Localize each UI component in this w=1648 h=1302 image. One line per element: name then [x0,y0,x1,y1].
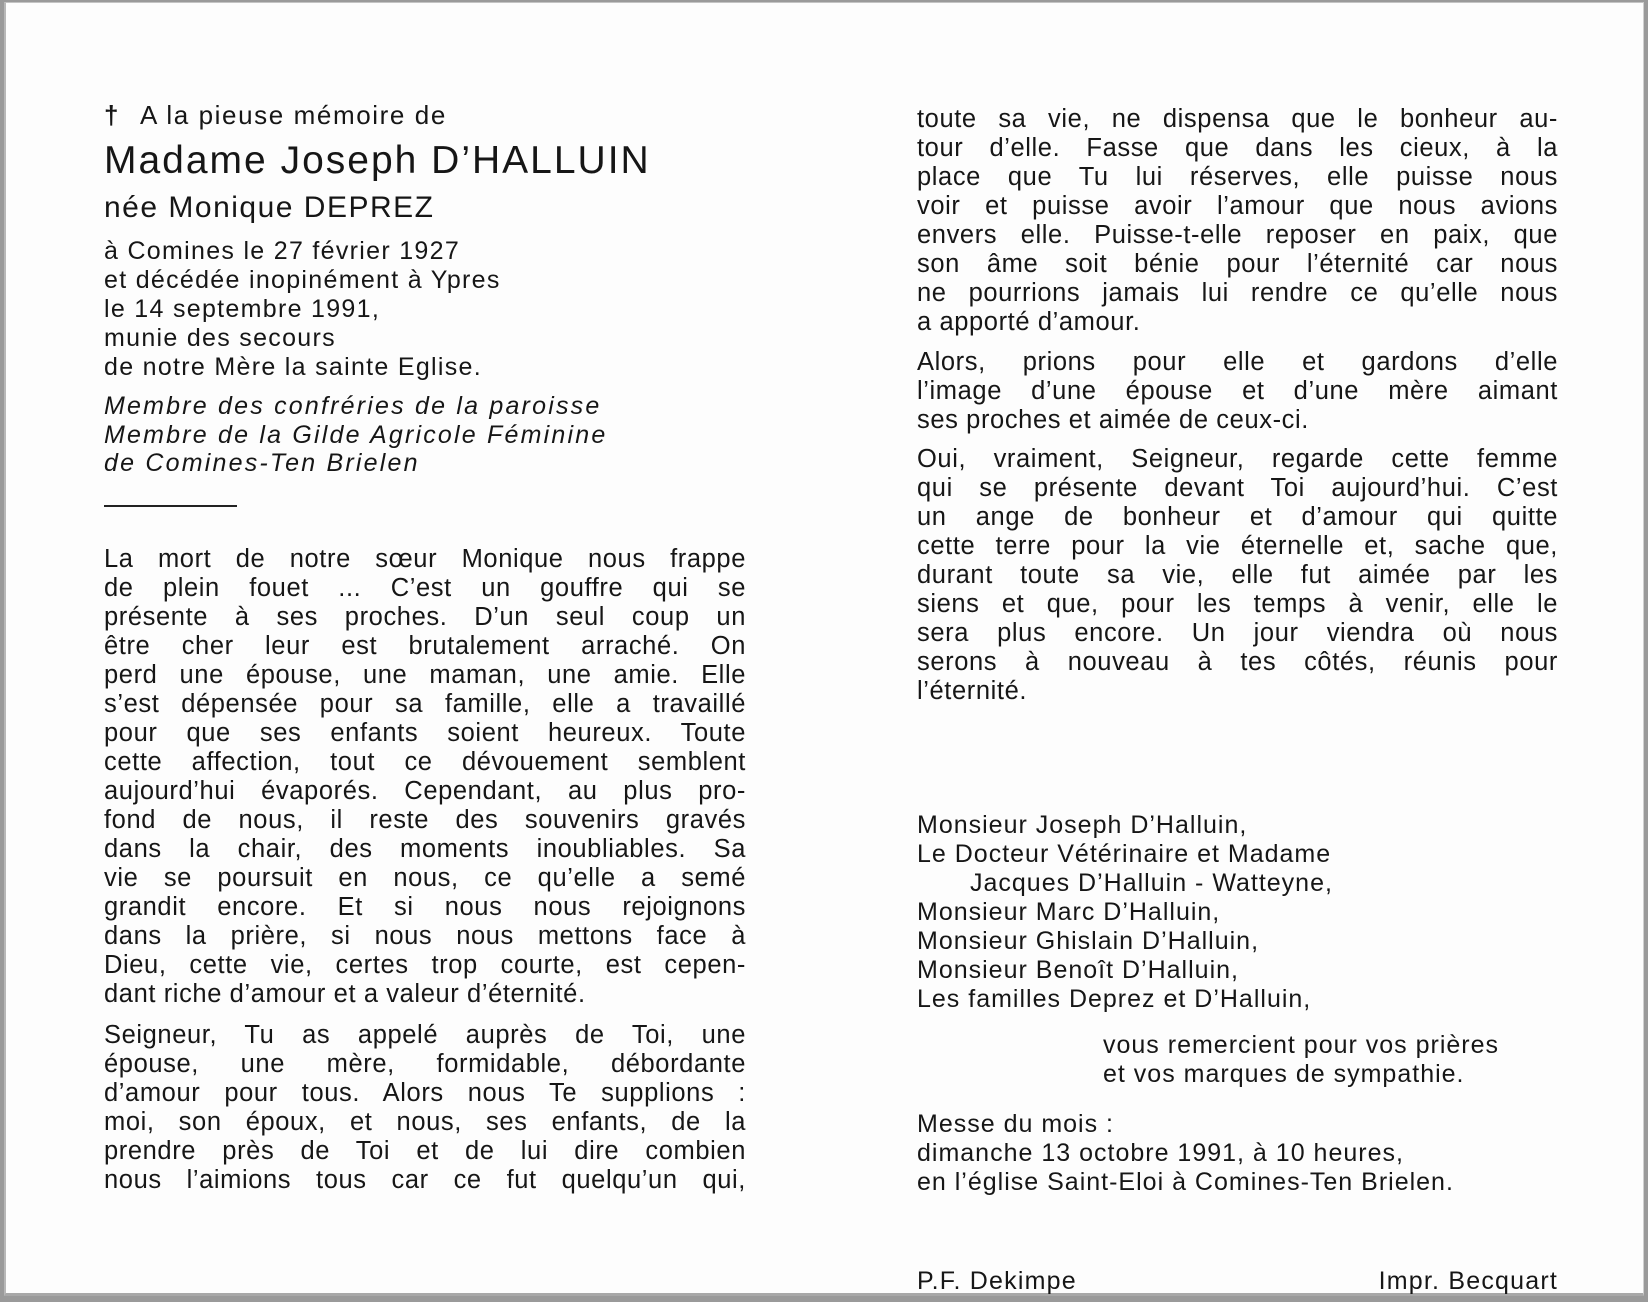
family-line: Jacques D’Halluin - Watteyne, [970,869,1333,897]
paragraph-line: l’éternité. [917,677,1028,705]
paragraph-line: moi, son époux, et nous, ses enfants, de la [104,1108,746,1136]
paragraph-line: dant riche d’amour et a valeur d’éternité. [104,980,586,1008]
membership-line: Membre des confréries de la paroisse [104,392,602,420]
mass-line: Messe du mois : [917,1110,1115,1138]
paragraph-line: pour que ses enfants soient heureux. Toute [104,719,746,747]
divider [104,505,237,507]
biography [104,237,501,382]
paragraph-line: serons à nouveau à tes côtés, réunis pour [917,648,1558,676]
printer-credit: Impr. Becquart [1378,1267,1558,1295]
family-line: Monsieur Joseph D’Halluin, [917,811,1248,839]
paragraph-line: s’est dépensée pour sa famille, elle a travaillé [104,690,746,718]
mass-line: en l’église Saint-Eloi à Comines-Ten Brielen. [917,1168,1454,1196]
paragraph-line: perd une épouse, une maman, une amie. Elle [104,661,746,689]
paragraph-line: d’amour pour tous. Alors nous Te supplions : [104,1079,746,1107]
paragraph-line: siens et que, pour les temps à venir, elle le [917,590,1558,618]
prayer-paragraph-continued [917,105,1558,337]
paragraph-line: place que Tu lui réserves, elle puisse nous [917,163,1558,191]
paragraph-line: prendre près de Toi et de lui dire combien [104,1137,746,1165]
family-line: Monsieur Ghislain D’Halluin, [917,927,1260,955]
memorial-card [4,2,1644,1296]
paragraph-line: fond de nous, il reste des souvenirs gravés [104,806,746,834]
bio-line: munie des secours [104,324,336,352]
paragraph-line: vie se poursuit en nous, ce qu’elle a semé [104,864,746,892]
family-line: Monsieur Benoît D’Halluin, [917,956,1239,984]
paragraph-line: de plein fouet ... C’est un gouffre qui se [104,574,746,602]
cross-icon: † [104,100,121,130]
paragraph-line: nous l’aimions tous car ce fut quelqu’un qui, [104,1166,746,1194]
family-line: Le Docteur Vétérinaire et Madame [917,840,1332,868]
dedication-text: A la pieuse mémoire de [140,100,447,130]
eulogy-paragraph [104,545,746,1009]
prayer-paragraph [104,1021,746,1195]
bio-line: et décédée inopinément à Ypres [104,266,501,294]
paragraph-line: Dieu, cette vie, certes trop courte, est cepen- [104,951,746,979]
paragraph-line: ses proches et aimée de ceux-ci. [917,406,1309,434]
paragraph-line: envers elle. Puisse-t-elle reposer en paix, que [917,221,1558,249]
bio-line: le 14 septembre 1991, [104,295,381,323]
paragraph-line: dans la prière, si nous nous mettons face à [104,922,746,950]
paragraph-line: cette terre pour la vie éternelle et, sache que, [917,532,1558,560]
paragraph-line: dans la chair, des moments inoubliables. Sa [104,835,746,863]
paragraph-line: Alors, prions pour elle et gardons d’elle [917,348,1558,376]
paragraph-line: Seigneur, Tu as appelé auprès de Toi, une [104,1021,746,1049]
thanks-note [1103,1031,1499,1089]
paragraph-line: son âme soit bénie pour l’éternité car nous [917,250,1558,278]
paragraph-line: grandit encore. Et si nous nous rejoignons [104,893,746,921]
paragraph-line: ne pourrions jamais lui rendre ce qu’elle nous [917,279,1558,307]
mass-announcement [917,1110,1454,1197]
paragraph-line: a apporté d’amour. [917,308,1141,336]
memberships [104,392,607,478]
thanks-line: et vos marques de sympathie. [1103,1060,1465,1088]
deceased-name: Madame Joseph D’HALLUIN [104,139,651,182]
paragraph-line: toute sa vie, ne dispensa que le bonheur au- [917,105,1558,133]
dedication [104,99,447,131]
paragraph-line: épouse, une mère, formidable, débordante [104,1050,746,1078]
membership-line: de Comines-Ten Brielen [104,449,420,477]
family-line: Les familles Deprez et D’Halluin, [917,985,1312,1013]
thanks-line: vous remercient pour vos prières [1103,1031,1500,1059]
family-list [917,811,1333,1014]
paragraph-line: tour d’elle. Fasse que dans les cieux, à la [917,134,1558,162]
paragraph-line: cette affection, tout ce dévouement semblent [104,748,746,776]
family-line: Monsieur Marc D’Halluin, [917,898,1221,926]
membership-line: Membre de la Gilde Agricole Féminine [104,420,608,449]
paragraph-line: voir et puisse avoir l’amour que nous avions [917,192,1558,220]
paragraph-line: présente à ses proches. D’un seul coup un [104,603,746,631]
paragraph-line: être cher leur est brutalement arraché. On [104,632,746,660]
maiden-name: née Monique DEPREZ [104,191,435,224]
remembrance-paragraph [917,348,1558,435]
funeral-director-credit: P.F. Dekimpe [917,1267,1077,1295]
paragraph-line: un ange de bonheur et d’amour qui quitte [917,503,1558,531]
paragraph-line: sera plus encore. Un jour viendra où nous [917,619,1558,647]
farewell-paragraph [917,445,1558,706]
paragraph-line: Oui, vraiment, Seigneur, regarde cette femme [917,445,1558,473]
mass-line: dimanche 13 octobre 1991, à 10 heures, [917,1139,1404,1167]
paragraph-line: aujourd’hui évaporés. Cependant, au plus pro- [104,777,746,805]
bio-line: à Comines le 27 février 1927 [104,237,461,265]
bio-line: de notre Mère la sainte Eglise. [104,353,482,381]
paragraph-line: La mort de notre sœur Monique nous frappe [104,545,746,573]
paragraph-line: qui se présente devant Toi aujourd’hui. C’est [917,474,1558,502]
paragraph-line: l’image d’une épouse et d’une mère aimant [917,377,1558,405]
paragraph-line: durant toute sa vie, elle fut aimée par les [917,561,1558,589]
